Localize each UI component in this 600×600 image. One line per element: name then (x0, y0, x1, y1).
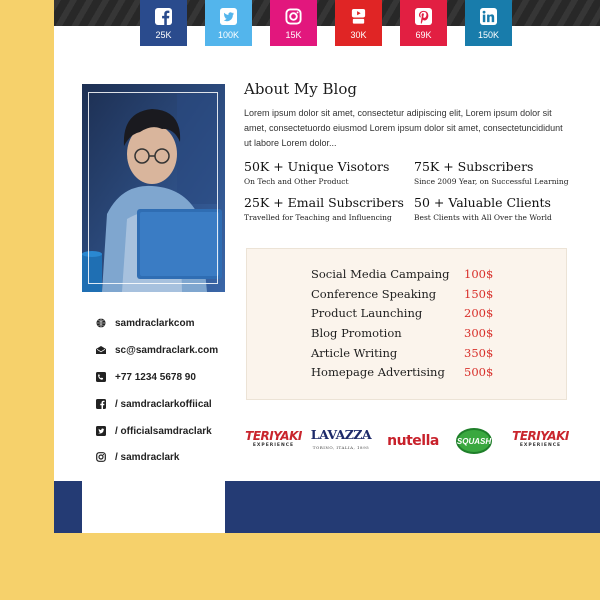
social-count: 150K (477, 30, 500, 40)
twitter-icon (96, 426, 106, 436)
price-row (311, 267, 511, 283)
contact-text: / samdraclark (115, 451, 180, 463)
service-name: Blog Promotion (311, 326, 402, 340)
stat-caption: Since 2009 Year, on Successful Learning (414, 177, 569, 186)
stat-block (244, 159, 414, 186)
about-description: Lorem ipsum dolor sit amet, consectetur adipiscing elit, Lorem ipsum dolor sit amet, consectetuordo eiusmod Lorem ipsum dolor sit amet, consectetuncididunt ut labore Lorem dolor... (244, 108, 563, 148)
globe-icon (96, 318, 106, 328)
brand-sub: EXPERIENCE (519, 443, 562, 448)
stat-value: 50K + Unique Visotors (244, 159, 390, 174)
envelope-icon (96, 345, 106, 355)
contact-text: / officialsamdraclark (115, 425, 212, 437)
social-count: 30K (350, 30, 367, 40)
brand-sub: EXPERIENCE (252, 443, 295, 448)
stat-caption: On Tech and Other Product (244, 177, 349, 186)
social-tile-linkedin[interactable] (465, 0, 512, 46)
service-name: Article Writing (311, 346, 398, 360)
brand-text: SQUASH (456, 428, 492, 454)
contact-website[interactable] (96, 316, 266, 330)
brand-text: TERIYAKI (245, 429, 302, 443)
price-row (311, 287, 511, 303)
stat-value: 50 + Valuable Clients (414, 195, 551, 210)
brand-text: LAVAZZA (310, 426, 372, 442)
service-name: Conference Speaking (311, 287, 437, 301)
header-band (54, 0, 600, 26)
stat-value: 25K + Email Subscribers (244, 195, 404, 210)
service-price: 500$ (464, 365, 494, 379)
social-count: 69K (415, 30, 432, 40)
instagram-icon (96, 452, 106, 462)
stat-caption: Travelled for Teaching and Influencing (244, 213, 392, 222)
squash-logo (454, 428, 494, 454)
contact-text: +77 1234 5678 90 (115, 371, 196, 383)
photo-frame (88, 92, 218, 284)
price-row (311, 346, 511, 362)
pricing-panel (246, 248, 567, 400)
price-row (311, 326, 511, 342)
social-count: 25K (155, 30, 172, 40)
contact-text: sc@samdraclark.com (115, 344, 219, 356)
facebook-icon (155, 8, 172, 25)
contact-instagram[interactable] (96, 450, 266, 464)
contact-twitter[interactable] (96, 424, 266, 438)
nutella-logo (386, 428, 440, 454)
contact-email[interactable] (96, 343, 266, 357)
social-tile-instagram[interactable] (270, 0, 317, 46)
twitter-icon (220, 8, 237, 25)
social-tile-twitter[interactable] (205, 0, 252, 46)
service-price: 200$ (464, 306, 494, 320)
pinterest-icon (415, 8, 432, 25)
brand-sub: TORINO, ITALIA, 1895 (312, 444, 370, 450)
contact-phone[interactable] (96, 370, 266, 384)
stat-block (414, 195, 584, 222)
contact-facebook[interactable] (96, 397, 266, 411)
social-count: 100K (217, 30, 240, 40)
price-row (311, 365, 511, 381)
service-price: 150$ (464, 287, 494, 301)
service-name: Homepage Advertising (311, 365, 445, 379)
social-tile-facebook[interactable] (140, 0, 187, 46)
teriyaki-logo (246, 428, 301, 454)
service-price: 350$ (464, 346, 494, 360)
service-price: 300$ (464, 326, 494, 340)
service-name: Social Media Campaing (311, 267, 450, 281)
stat-block (414, 159, 584, 186)
service-price: 100$ (464, 267, 494, 281)
stat-caption: Best Clients with All Over the World (414, 213, 552, 222)
teriyaki-logo-2 (513, 428, 568, 454)
lavazza-logo (312, 428, 370, 454)
price-row (311, 306, 511, 322)
social-count: 15K (285, 30, 302, 40)
linkedin-icon (480, 8, 497, 25)
contact-text: / samdraclarkoffiical (115, 398, 212, 410)
contact-text: samdraclarkcom (115, 317, 195, 329)
youtube-icon (350, 8, 367, 25)
service-name: Product Launching (311, 306, 423, 320)
about-title: About My Blog (244, 80, 357, 98)
phone-icon (96, 372, 106, 382)
media-kit-page (54, 0, 600, 533)
instagram-icon (285, 8, 302, 25)
brand-text: nutella (387, 433, 439, 449)
footer-photo-column (82, 481, 225, 533)
stat-block (244, 195, 414, 222)
facebook-icon (96, 399, 106, 409)
social-tile-youtube[interactable] (335, 0, 382, 46)
social-tile-pinterest[interactable] (400, 0, 447, 46)
brand-text: TERIYAKI (512, 429, 569, 443)
stat-value: 75K + Subscribers (414, 159, 534, 174)
